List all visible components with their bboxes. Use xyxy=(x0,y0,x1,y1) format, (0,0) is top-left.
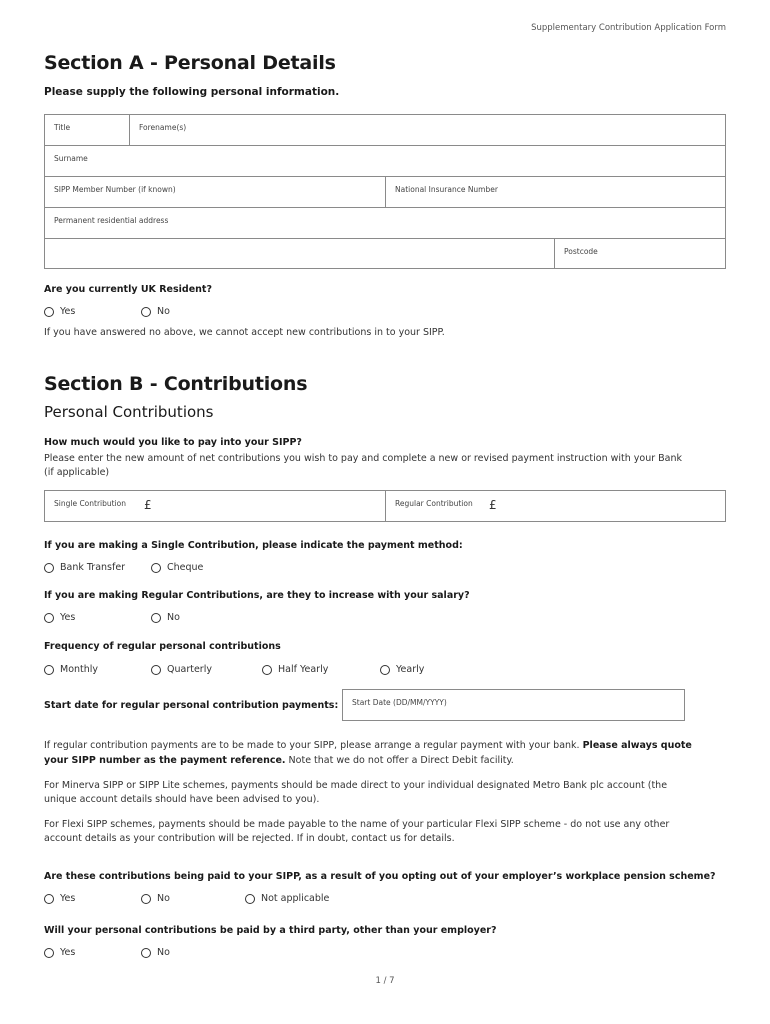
payment-method-question: If you are making a Single Contribution, please indicate the payment method: xyxy=(44,540,463,551)
opt-out-yes-radio[interactable] xyxy=(44,893,75,904)
radio-label: Half Yearly xyxy=(278,664,329,675)
address-line-2-field[interactable] xyxy=(44,238,555,269)
single-contribution-label: Single Contribution xyxy=(54,499,127,508)
radio-circle-icon xyxy=(151,563,161,573)
postcode-label: Postcode xyxy=(564,247,598,256)
radio-label: Quarterly xyxy=(167,664,212,675)
uk-resident-no-radio[interactable] xyxy=(141,306,170,317)
regular-contribution-label: Regular Contribution xyxy=(395,499,473,508)
radio-circle-icon xyxy=(141,894,151,904)
regular-payment-text-bold-2: your SIPP number as the payment reference. xyxy=(44,754,286,766)
section-a-title: Section A - Personal Details xyxy=(44,52,336,74)
radio-label: Yes xyxy=(60,947,76,958)
radio-label: Yearly xyxy=(396,664,425,675)
regular-payment-text-bold-1: Please always quote xyxy=(582,740,692,751)
radio-label: Yes xyxy=(60,306,76,317)
pay-question: How much would you like to pay into your SIPP? xyxy=(44,437,302,448)
frequency-question: Frequency of regular personal contributions xyxy=(44,641,281,652)
start-date-label: Start Date (DD/MM/YYYY) xyxy=(352,698,447,707)
radio-label: Not applicable xyxy=(261,893,330,904)
radio-label: Cheque xyxy=(167,562,204,573)
section-b-subtitle: Personal Contributions xyxy=(44,403,214,421)
single-pound-sign: £ xyxy=(144,498,152,512)
salary-increase-no-radio[interactable] xyxy=(151,612,180,623)
address-field[interactable] xyxy=(44,207,726,239)
radio-label: No xyxy=(157,893,170,904)
single-contribution-field[interactable] xyxy=(44,490,386,522)
radio-label: Yes xyxy=(60,893,76,904)
minerva-paragraph-line-1: For Minerva SIPP or SIPP Lite schemes, payments should be made direct to your individual designated Metro Bank plc account (the xyxy=(44,780,668,791)
frequency-monthly-radio[interactable] xyxy=(44,664,98,675)
regular-payment-text-2: Note that we do not offer a Direct Debit facility. xyxy=(285,754,514,766)
frequency-yearly-radio[interactable] xyxy=(380,664,424,675)
section-a-subtitle: Please supply the following personal information. xyxy=(44,86,340,98)
radio-circle-icon xyxy=(151,613,161,623)
flexi-paragraph-line-1: For Flexi SIPP schemes, payments should be made payable to the name of your particular Flexi SIPP scheme - do not use any other xyxy=(44,819,670,830)
form-header-title: Supplementary Contribution Application Form xyxy=(531,23,726,33)
radio-label: Monthly xyxy=(60,664,99,675)
sipp-member-number-field[interactable] xyxy=(44,176,386,208)
radio-label: No xyxy=(167,612,180,623)
payment-bank-transfer-radio[interactable] xyxy=(44,562,125,573)
title-field[interactable] xyxy=(44,114,130,146)
opt-out-no-radio[interactable] xyxy=(141,893,170,904)
forenames-label: Forename(s) xyxy=(139,123,187,132)
uk-resident-yes-radio[interactable] xyxy=(44,306,75,317)
third-party-yes-radio[interactable] xyxy=(44,947,75,958)
regular-payment-paragraph xyxy=(44,739,734,768)
salary-increase-yes-radio[interactable] xyxy=(44,612,75,623)
address-label: Permanent residential address xyxy=(54,216,169,225)
radio-circle-icon xyxy=(44,307,54,317)
radio-circle-icon xyxy=(44,948,54,958)
third-party-no-radio[interactable] xyxy=(141,947,170,958)
third-party-question: Will your personal contributions be paid by a third party, other than your employer? xyxy=(44,925,497,936)
pay-instruction-line-2: (if applicable) xyxy=(44,467,110,478)
radio-circle-icon xyxy=(151,665,161,675)
radio-label: No xyxy=(157,306,170,317)
minerva-paragraph-line-2: unique account details should have been advised to you). xyxy=(44,794,320,805)
start-date-field[interactable] xyxy=(342,689,685,721)
opt-out-not-applicable-radio[interactable] xyxy=(245,893,329,904)
regular-pound-sign: £ xyxy=(489,498,497,512)
section-b-title: Section B - Contributions xyxy=(44,373,308,395)
radio-circle-icon xyxy=(380,665,390,675)
ni-number-label: National Insurance Number xyxy=(395,185,498,194)
salary-increase-question: If you are making Regular Contributions, are they to increase with your salary? xyxy=(44,590,470,601)
surname-label: Surname xyxy=(54,154,88,163)
uk-resident-question: Are you currently UK Resident? xyxy=(44,284,212,295)
radio-circle-icon xyxy=(262,665,272,675)
opt-out-question: Are these contributions being paid to your SIPP, as a result of you opting out of your employer’s workplace pension scheme? xyxy=(44,871,716,882)
regular-payment-text-1: If regular contribution payments are to be made to your SIPP, please arrange a regular payment with your bank. xyxy=(44,740,583,751)
flexi-paragraph-line-2: account details as your contribution will be rejected. If in doubt, contact us for details. xyxy=(44,833,455,844)
regular-contribution-field[interactable] xyxy=(385,490,726,522)
radio-label: Yes xyxy=(60,612,76,623)
radio-circle-icon xyxy=(141,948,151,958)
forenames-field[interactable] xyxy=(129,114,726,146)
title-label: Title xyxy=(54,123,71,132)
radio-circle-icon xyxy=(245,894,255,904)
pay-instruction-line-1: Please enter the new amount of net contributions you wish to pay and complete a new or revised payment instruction with your Bank xyxy=(44,453,683,464)
uk-resident-note: If you have answered no above, we cannot accept new contributions in to your SIPP. xyxy=(44,327,445,338)
radio-circle-icon xyxy=(141,307,151,317)
radio-circle-icon xyxy=(44,613,54,623)
radio-label: No xyxy=(157,947,170,958)
frequency-quarterly-radio[interactable] xyxy=(151,664,212,675)
surname-field[interactable] xyxy=(44,145,726,177)
radio-circle-icon xyxy=(44,894,54,904)
payment-cheque-radio[interactable] xyxy=(151,562,203,573)
radio-label: Bank Transfer xyxy=(60,562,126,573)
sipp-member-number-label: SIPP Member Number (if known) xyxy=(54,185,176,194)
postcode-field[interactable] xyxy=(554,238,726,269)
page-number: 1 / 7 xyxy=(375,976,395,986)
radio-circle-icon xyxy=(44,665,54,675)
radio-circle-icon xyxy=(44,563,54,573)
ni-number-field[interactable] xyxy=(385,176,726,208)
contribution-amount-grid xyxy=(44,490,726,522)
frequency-half-yearly-radio[interactable] xyxy=(262,664,328,675)
personal-details-grid xyxy=(44,114,726,269)
start-date-question: Start date for regular personal contribution payments: xyxy=(44,700,339,711)
